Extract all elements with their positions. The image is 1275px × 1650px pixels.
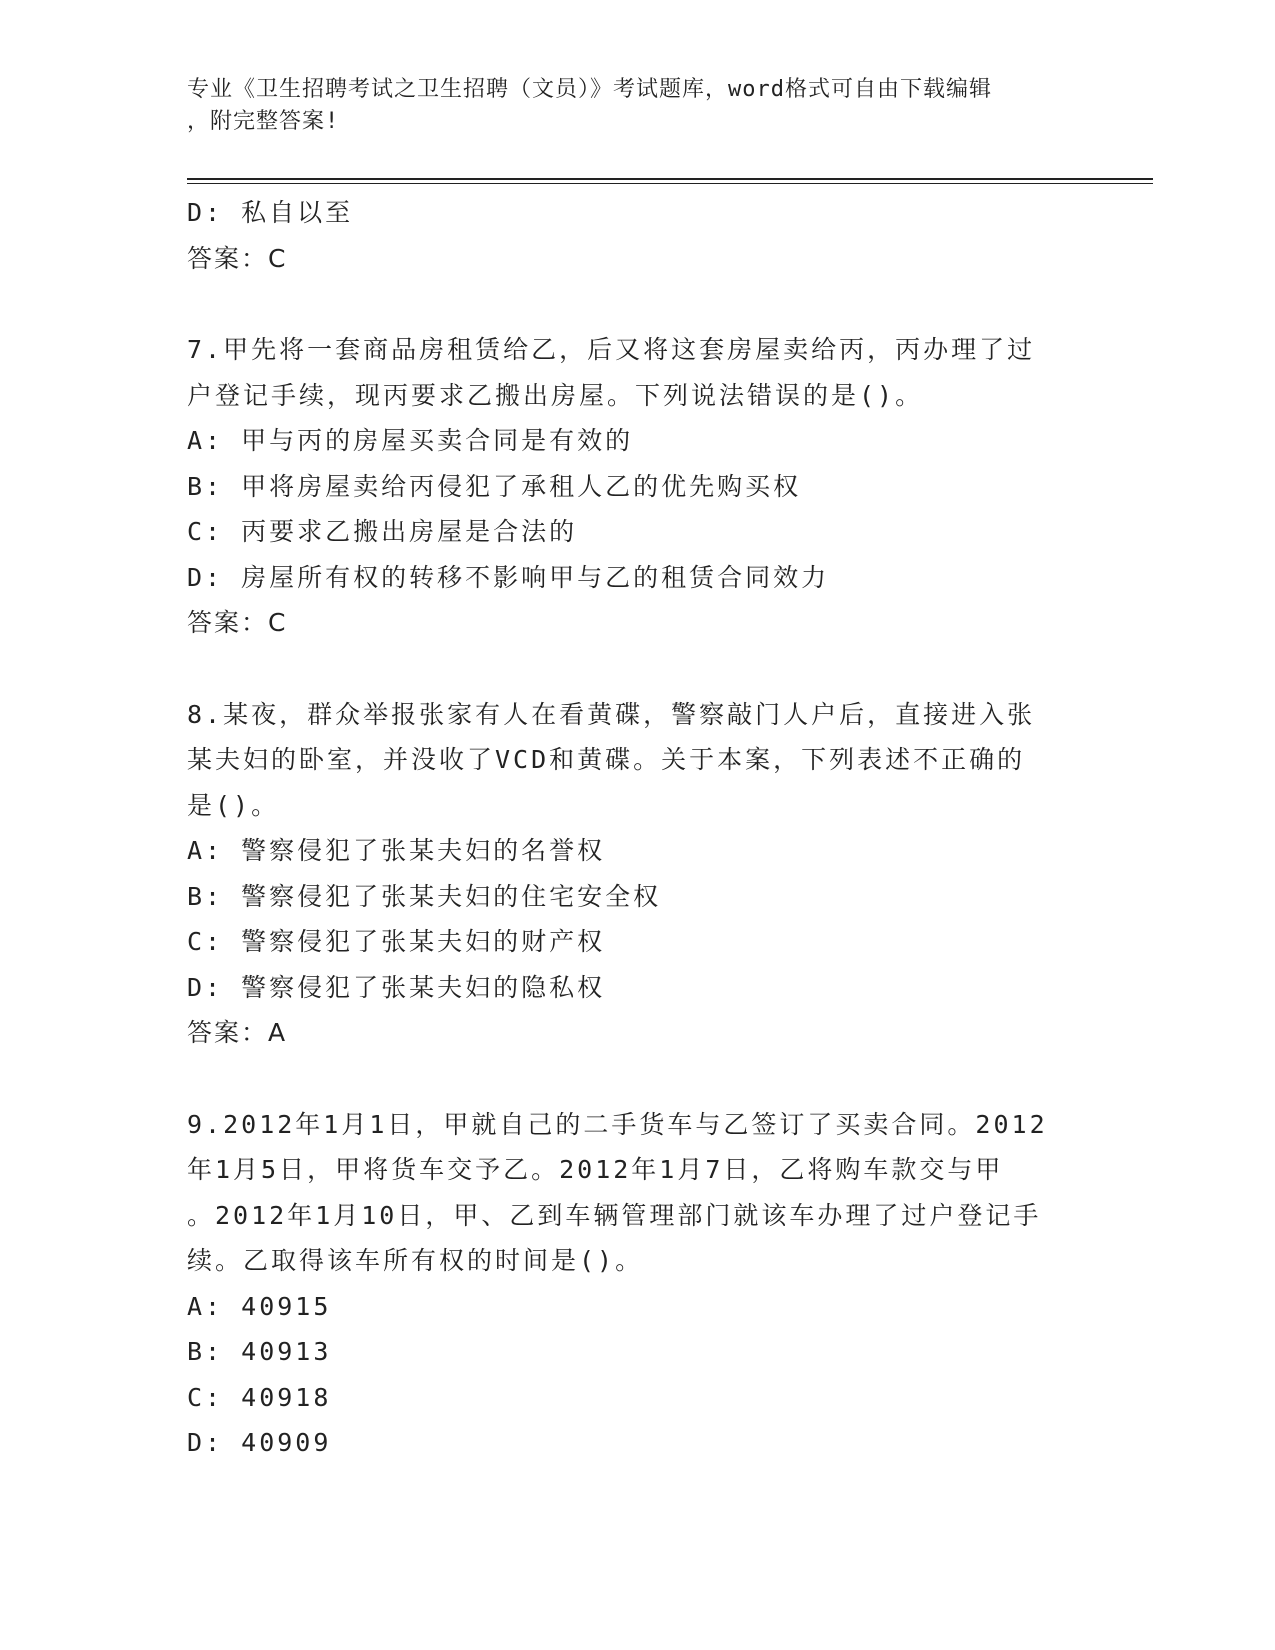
question-list bbox=[187, 190, 1087, 1466]
option-b: B: 警察侵犯了张某夫妇的住宅安全权 bbox=[187, 881, 662, 911]
header-divider-thick bbox=[187, 178, 1153, 180]
option-a: A: 40915 bbox=[187, 1291, 332, 1321]
option-a: A: 甲与丙的房屋买卖合同是有效的 bbox=[187, 426, 634, 455]
option-d: D: 私自以至 bbox=[187, 198, 354, 227]
option-a: A: 警察侵犯了张某夫妇的名誉权 bbox=[187, 836, 606, 865]
question-stem: 8.某夜，群众举报张家有人在看黄碟，警察敲门人户后，直接进入张 bbox=[187, 699, 1036, 729]
question-stem: 9.2012年1月1日，甲就自己的二手货车与乙签订了买卖合同。2012 bbox=[187, 1109, 1048, 1139]
answer-label: 答案：C bbox=[187, 608, 288, 637]
header-line-2: ，附完整答案! bbox=[187, 109, 340, 134]
question-stem: 某夫妇的卧室，并没收了VCD和黄碟。关于本案，下列表述不正确的 bbox=[187, 745, 1026, 774]
question-stem: 。2012年1月10日，甲、乙到车辆管理部门就该车办理了过户登记手 bbox=[187, 1200, 1042, 1230]
question-stem: 是()。 bbox=[187, 790, 280, 820]
option-c: C: 40918 bbox=[187, 1382, 332, 1412]
question-stem: 续。乙取得该车所有权的时间是()。 bbox=[187, 1246, 644, 1275]
question-7 bbox=[187, 327, 1087, 646]
option-d: D: 40909 bbox=[187, 1428, 332, 1457]
document-header bbox=[187, 74, 1087, 138]
question-8 bbox=[187, 692, 1087, 1056]
header-divider-thin bbox=[187, 183, 1153, 184]
option-d: D: 房屋所有权的转移不影响甲与乙的租赁合同效力 bbox=[187, 562, 830, 592]
option-b: B: 甲将房屋卖给丙侵犯了承租人乙的优先购买权 bbox=[187, 471, 802, 501]
question-stem: 7.甲先将一套商品房租赁给乙，后又将这套房屋卖给丙，丙办理了过 bbox=[187, 335, 1036, 364]
answer-label: 答案：C bbox=[187, 243, 288, 273]
header-line-1: 专业《卫生招聘考试之卫生招聘（文员）》考试题库，word格式可自由下载编辑 bbox=[187, 77, 992, 102]
question-6-tail bbox=[187, 190, 1087, 281]
question-stem: 年1月5日，甲将货车交予乙。2012年1月7日，乙将购车款交与甲 bbox=[187, 1155, 1004, 1184]
option-c: C: 警察侵犯了张某夫妇的财产权 bbox=[187, 927, 606, 956]
option-d: D: 警察侵犯了张某夫妇的隐私权 bbox=[187, 972, 606, 1002]
question-stem: 户登记手续，现丙要求乙搬出房屋。下列说法错误的是()。 bbox=[187, 380, 924, 410]
answer-label: 答案：A bbox=[187, 1018, 288, 1047]
option-b: B: 40913 bbox=[187, 1337, 332, 1366]
option-c: C: 丙要求乙搬出房屋是合法的 bbox=[187, 517, 578, 546]
question-9 bbox=[187, 1102, 1087, 1466]
